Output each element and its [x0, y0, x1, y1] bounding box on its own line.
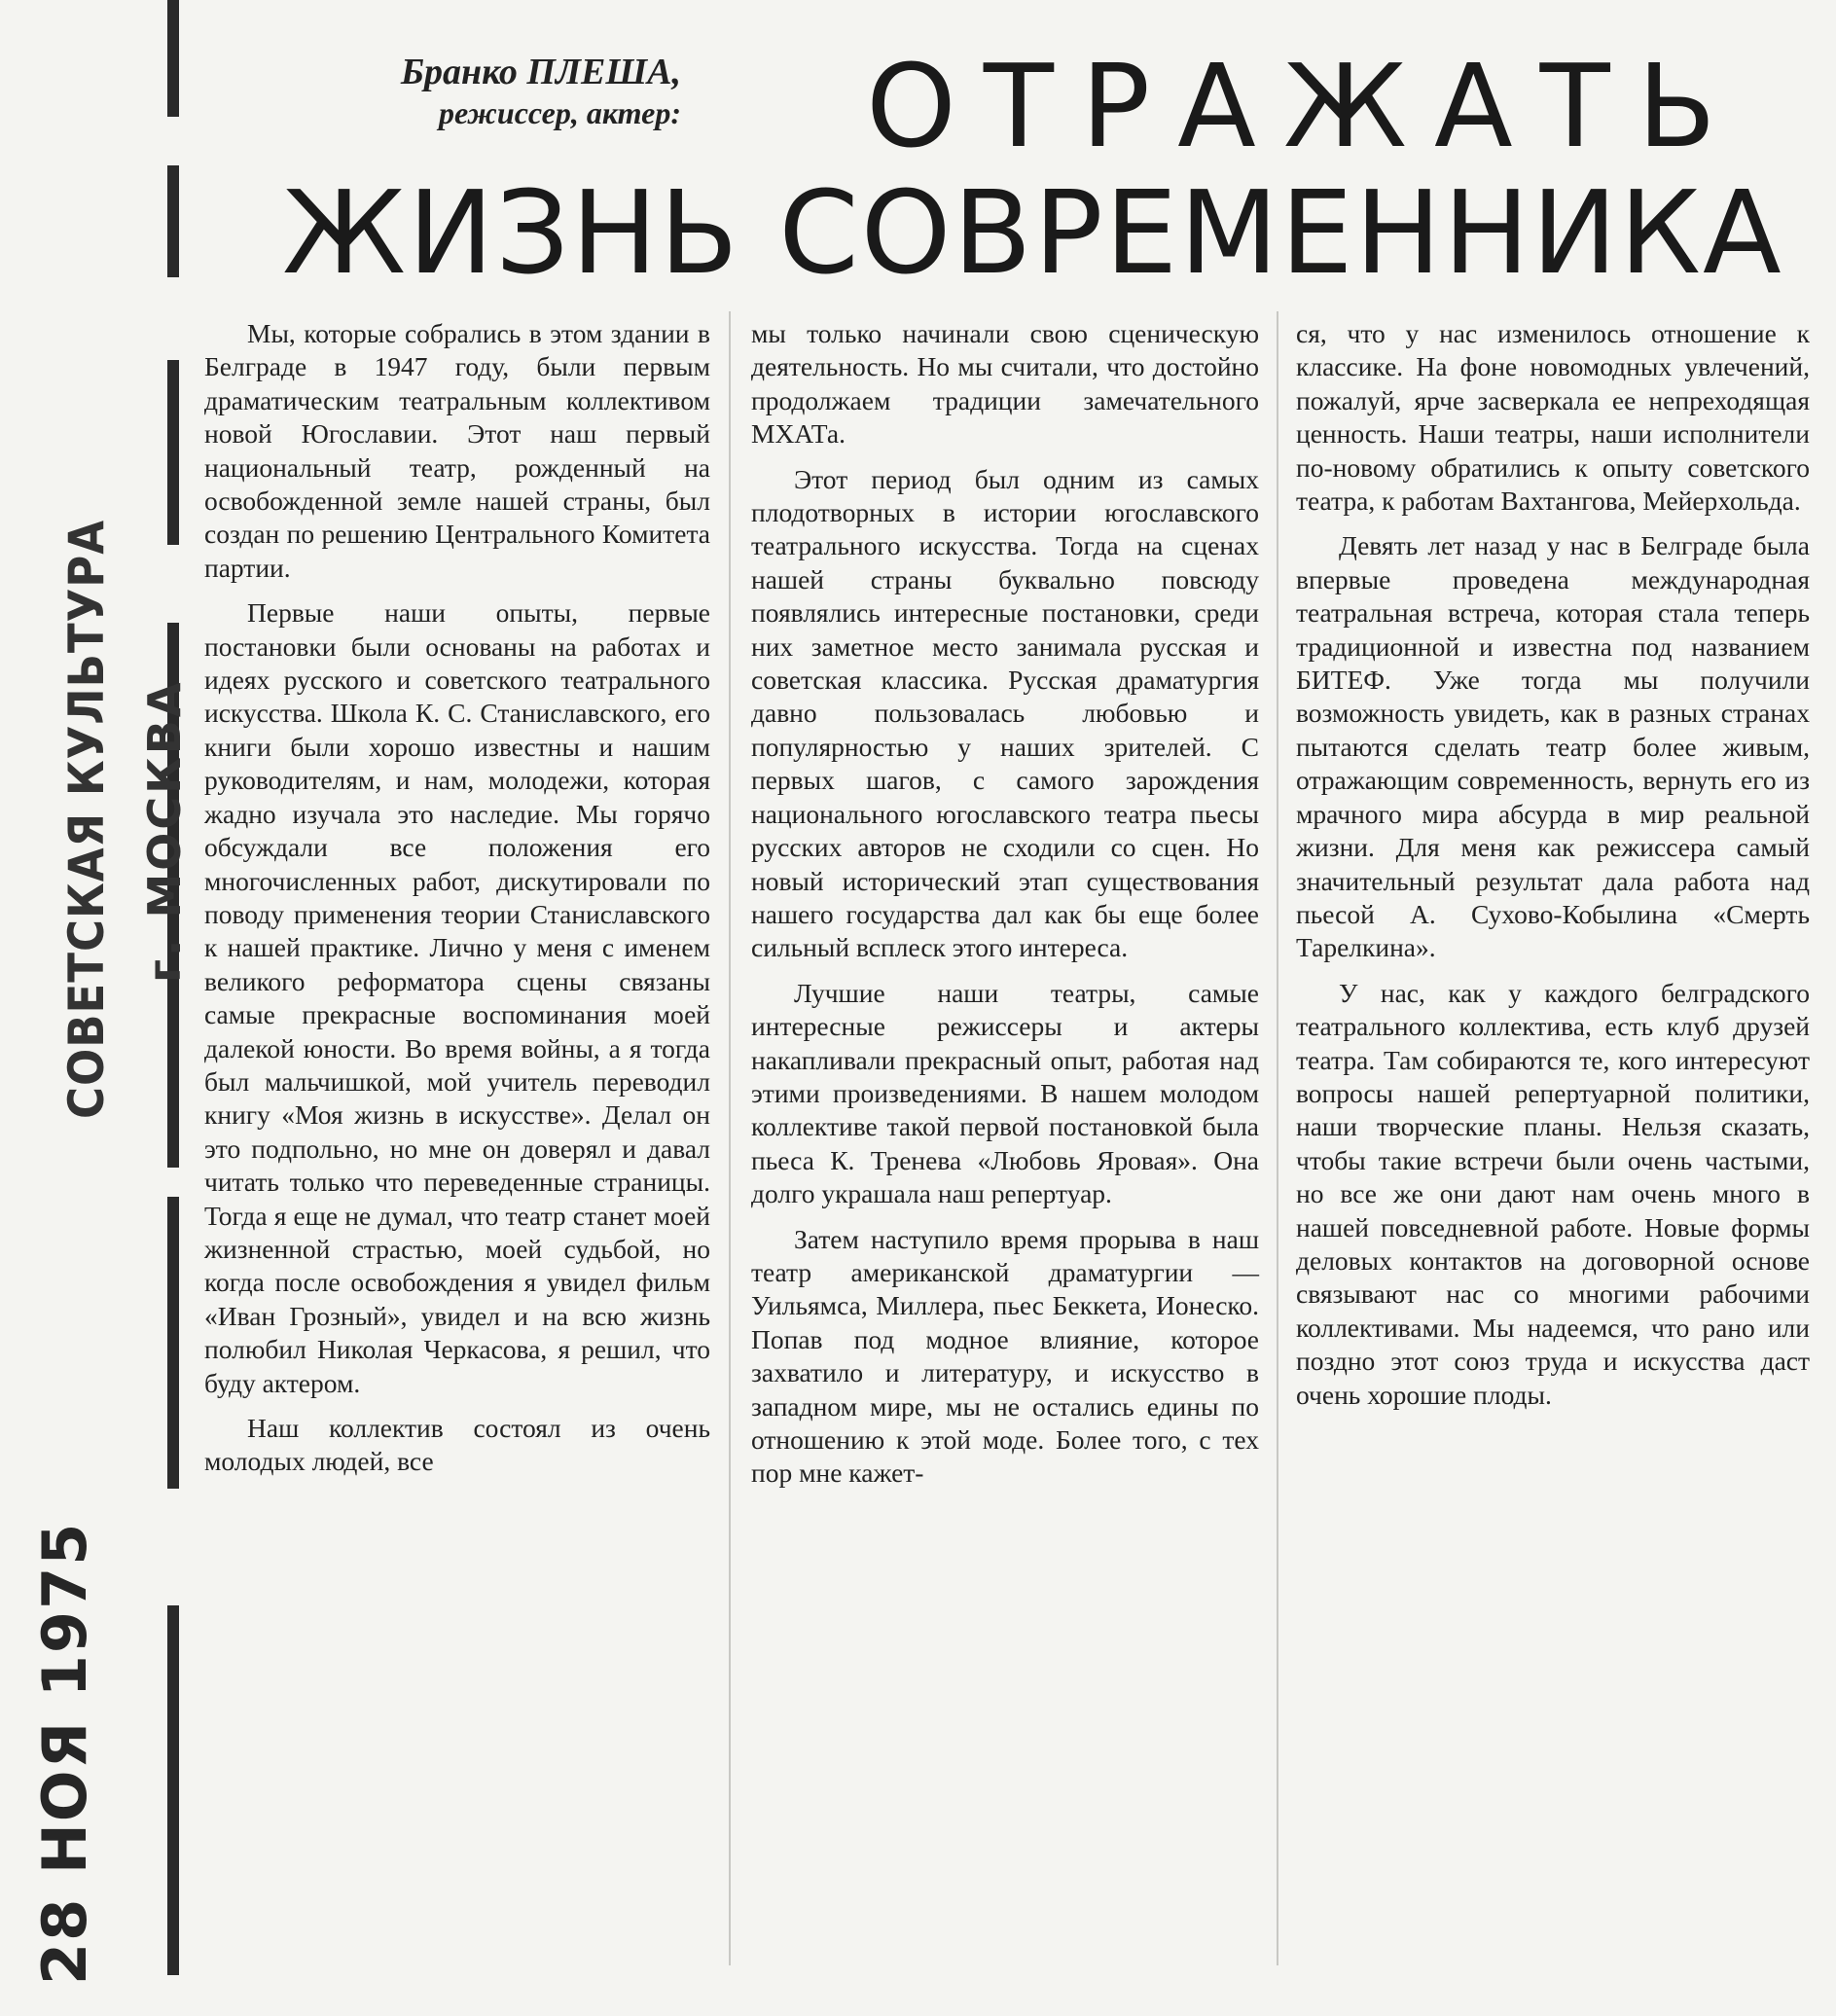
paragraph: Первые наши опыты, первые постановки были основаны на работах и идеях русского и советского театрального искусства. Школа К. С. Станиславского, его книги были хорошо известны и нашим руководителям, и нам, молодежи, которая жадно изучала это наследие. Мы горячо обсуждали все положения его многочисленных работ, дискутировали по поводу применения теории Станиславского к нашей практике. Лично у меня с именем великого реформатора сцены связаны самые прекрасные воспоминания моей далекой юности. Во время войны, а я тогда был мальчишкой, мой учитель переводил книгу «Моя жизнь в искусстве». Делал он это подпольно, но мне он доверял и давал читать только что переведенные страницы. Тогда я еще не думал, что театр станет моей жизненной страстью, моей судьбой, но когда после освобождения я увидел фильм «Иван Грозный», увидел и на всю жизнь полюбил Николая Черкасова, я решил, что буду актером. — [204, 597, 710, 1398]
paragraph: Затем наступило время прорыва в наш театр американской драматургии — Уильямса, Миллера, пьес Беккета, Ионеско. Попав под модное влияние, которое захватило и литературу, и искусство в западном мире, мы не остались едины по отношению к этой моде. Более того, с тех пор мне кажет- — [751, 1223, 1259, 1489]
paragraph: Наш коллектив состоял из очень молодых людей, все — [204, 1413, 710, 1477]
byline — [311, 51, 681, 131]
margin-rule — [167, 0, 179, 117]
headline-line-1: ОТРАЖАТЬ — [866, 39, 1744, 173]
margin-rule — [167, 1605, 179, 1975]
newspaper-name-stamp: СОВЕТСКАЯ КУЛЬТУРА — [58, 519, 115, 1119]
paragraph: Девять лет назад у нас в Белграде была впервые проведена международная театральная встреча, которая стала теперь традиционной и известна под названием БИТЕФ. Уже тогда мы получили возможность увидеть, как в разных странах пытаются сделать театр более живым, отражающим современность, вернуть его из мрачного мира абсурда в мир реальной жизни. Для меня как режиссера самый значительный результат дала работа над пьесой А. Сухово-Кобылина «Смерть Тарелкина». — [1296, 530, 1810, 963]
paragraph: Лучшие наши театры, самые интересные режиссеры и актеры накапливали прекрасный опыт, работая над этими произведениями. В нашем молодом коллективе такой первой постановкой была пьеса К. Тренева «Любовь Яровая». Она долго украшала наш репертуар. — [751, 977, 1259, 1209]
margin-rule — [167, 1197, 179, 1489]
author-name: Бранко ПЛЕША, — [400, 52, 681, 92]
article-column-1 — [204, 317, 710, 1491]
paragraph: Мы, которые собрались в этом здании в Белграде в 1947 году, были первым драматическим театральным коллективом новой Югославии. Этот наш первый национальный театр, рожденный на освобожденной земле нашей страны, был создан по решению Центрального Комитета партии. — [204, 318, 710, 583]
article-column-3 — [1296, 317, 1810, 1423]
paragraph: У нас, как у каждого белградского театрального коллектива, есть клуб друзей театра. Там собираются те, кого интересуют вопросы нашей репертуарной политики, наши творческие планы. Нельзя сказать, чтобы такие встречи были очень частыми, но все же они дают нам очень много в нашей повседневной работе. Новые формы деловых контактов на договорной основе связывают нас со многими рабочими коллективами. Мы надеемся, что рано или поздно этот союз труда и искусства даст очень хорошие плоды. — [1296, 977, 1810, 1410]
paragraph: Этот период был одним из самых плодотворных в истории югославского театрального искусства. Тогда на сценах нашей страны буквально повсюду появлялись интересные постановки, среди них заметное место занимала русская и советская классика. Русская драматургия давно пользовалась любовью и популярностью у наших зрителей. С первых шагов, с самого зарождения национального югославского театра пьесы русских авторов не сходили со сцен. Но новый исторический этап существования нашего государства дал как бы еще более сильный всплеск этого интереса. — [751, 463, 1259, 963]
paragraph: мы только начинали свою сценическую деятельность. Но мы считали, что достойно продолжаем традиции замечательного МХАТа. — [751, 318, 1259, 450]
margin-rule — [167, 360, 179, 545]
date-stamp: 28 НОЯ 1975 — [29, 1521, 100, 1985]
column-divider — [729, 311, 731, 1965]
column-divider — [1277, 311, 1278, 1965]
city-stamp: г. МОСКВА — [138, 679, 191, 983]
paragraph: ся, что у нас изменилось отношение к классике. На фоне новомодных увлечений, пожалуй, ярче засверкала ее непреходящая ценность. Наши театры, наши исполнители по-новому обратились к опыту советского театра, к работам Вахтангова, Мейерхольда. — [1296, 318, 1810, 517]
headline-line-2: ЖИЗНЬ СОВРЕМЕННИКА — [282, 165, 1783, 300]
article-column-2 — [751, 317, 1259, 1502]
margin-rule — [167, 165, 179, 277]
author-role: режиссер, актер: — [439, 95, 681, 130]
